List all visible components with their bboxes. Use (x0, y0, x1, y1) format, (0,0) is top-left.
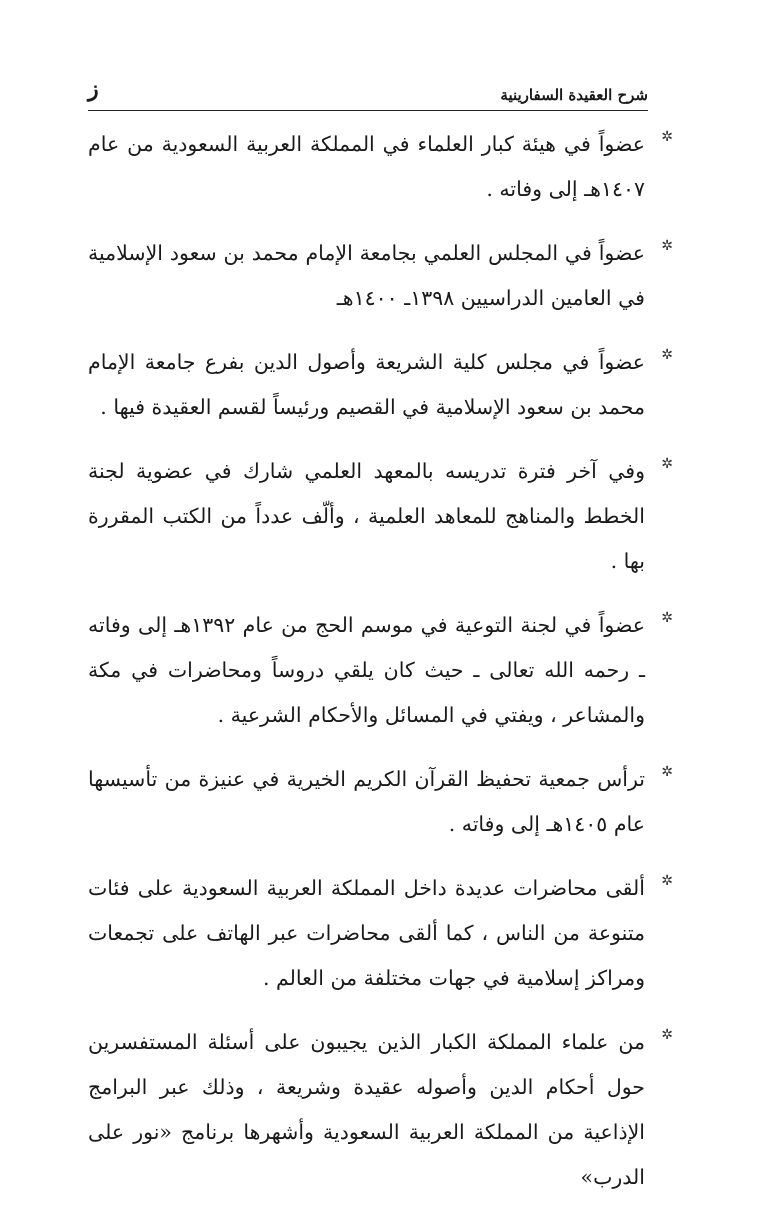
asterisk-bullet-icon: ✲ (661, 129, 673, 145)
list-item (88, 449, 673, 584)
list-item (88, 231, 673, 321)
list-item (88, 340, 673, 430)
list-item (88, 122, 673, 212)
list-item (88, 1020, 673, 1200)
list-item-text: من علماء المملكة الكبار الذين يجيبون على أسئلة المستفسرين حول أحكام الدين وأصوله عقيدة وشريعة ، وذلك عبر البرامج الإذاعية من المملكة العربية السعودية وأشهرها برنامج «نور على الدرب» (88, 1030, 645, 1189)
asterisk-bullet-icon: ✲ (661, 456, 673, 472)
asterisk-bullet-icon: ✲ (661, 1027, 673, 1043)
list-item-text: ترأس جمعية تحفيظ القرآن الكريم الخيرية في عنيزة من تأسيسها عام ١٤٠٥هـ إلى وفاته . (88, 767, 645, 836)
list-item-text: عضواً في المجلس العلمي بجامعة الإمام محمد بن سعود الإسلامية في العامين الدراسيين ١٣٩٨ـ ١٤٠٠هـ (88, 241, 645, 310)
asterisk-bullet-icon: ✲ (661, 347, 673, 363)
list-item-text: عضواً في لجنة التوعية في موسم الحج من عام ١٣٩٢هـ إلى وفاته ـ رحمه الله تعالى ـ حيث كان يلقي دروساً ومحاضرات في مكة والمشاعر ، ويفتي في المسائل والأحكام الشرعية . (88, 613, 645, 727)
header-divider (88, 110, 648, 111)
page-header (88, 74, 648, 108)
asterisk-bullet-icon: ✲ (661, 764, 673, 780)
list-item (88, 866, 673, 1001)
list-item-text: عضواً في مجلس كلية الشريعة وأصول الدين بفرع جامعة الإمام محمد بن سعود الإسلامية في القصيم ورئيساً لقسم العقيدة فيها . (88, 350, 645, 419)
running-title: شرح العقيدة السفارينية (500, 86, 648, 104)
list-item (88, 757, 673, 847)
list-item (88, 603, 673, 738)
page-number: ز (88, 76, 99, 102)
asterisk-bullet-icon: ✲ (661, 610, 673, 626)
list-item-text: وفي آخر فترة تدريسه بالمعهد العلمي شارك في عضوية لجنة الخطط والمناهج للمعاهد العلمية ، وألّف عدداً من الكتب المقررة بها . (88, 459, 645, 573)
asterisk-bullet-icon: ✲ (661, 238, 673, 254)
asterisk-bullet-icon: ✲ (661, 873, 673, 889)
list-item-text: عضواً في هيئة كبار العلماء في المملكة العربية السعودية من عام ١٤٠٧هـ إلى وفاته . (88, 132, 645, 201)
biography-list (88, 122, 673, 1219)
list-item-text: ألقى محاضرات عديدة داخل المملكة العربية السعودية على فئات متنوعة من الناس ، كما ألقى محاضرات عبر الهاتف على تجمعات ومراكز إسلامية في جهات مختلفة من العالم . (88, 876, 645, 990)
